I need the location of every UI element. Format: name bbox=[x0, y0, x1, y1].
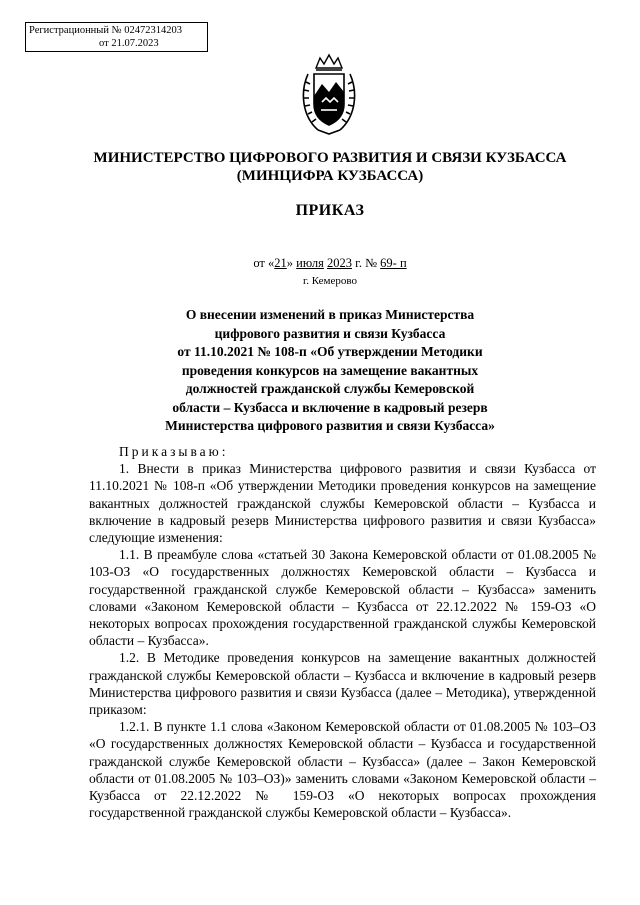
order-number: 69- п bbox=[380, 256, 407, 270]
subject-line: цифрового развития и связи Кузбасса bbox=[214, 325, 446, 341]
ministry-name bbox=[80, 149, 580, 185]
registration-stamp bbox=[25, 22, 208, 52]
subject-line: О внесении изменений в приказ Министерства bbox=[185, 307, 475, 322]
order-prefix: от « bbox=[253, 256, 275, 270]
order-year: 2023 bbox=[327, 256, 352, 270]
registration-number: Регистрационный № 02472314203 bbox=[29, 25, 182, 36]
paragraph-1-2-1: 1.2.1. В пункте 1.1 слова «Законом Кемеровской области от 01.08.2005 № 103–ОЗ «О государственных должностях Кемеровской области – Кузбасса и государственной гражданской службе Кемеровской области – Кузбасса» (далее – Закон Кемеровской области от 01.08.2005 № 103–ОЗ)» заменить словами «Законом Кемеровской области – Кузбасса от 22.12.2022 № 159-ОЗ «О некоторых вопросах прохождения государственной гражданской службы Кемеровской области – Кузбасса». bbox=[89, 719, 596, 821]
order-day: 21 bbox=[274, 256, 287, 270]
order-city: г. Кемерово bbox=[302, 275, 358, 287]
order-subject bbox=[150, 306, 510, 436]
order-word: Приказываю: bbox=[119, 444, 229, 459]
order-sep1: » bbox=[286, 256, 297, 270]
ministry-name-line2: (МИНЦИФРА КУЗБАССА) bbox=[236, 168, 424, 184]
document-type: ПРИКАЗ bbox=[295, 202, 365, 219]
order-date-number bbox=[80, 255, 580, 271]
paragraph-1: 1. Внести в приказ Министерства цифрового развития и связи Кузбасса от 11.10.2021 № 108-п «Об утверждении Методики проведения конкурсов на замещение вакантных должностей гражданской службы Кемеровской области – Кузбасса и включение в кадровый резерв Министерства цифрового развития и связи Кузбасса» следующие изменения: bbox=[89, 461, 596, 546]
subject-line: проведения конкурсов на замещение вакантных bbox=[181, 362, 479, 378]
order-sep3: г. № bbox=[352, 256, 381, 270]
subject-line: от 11.10.2021 № 108-п «Об утверждении Методики bbox=[177, 344, 483, 359]
ministry-name-line1: МИНИСТЕРСТВО ЦИФРОВОГО РАЗВИТИЯ И СВЯЗИ КУЗБАССА bbox=[93, 150, 567, 166]
subject-line: области – Кузбасса и включение в кадровый резерв bbox=[172, 399, 488, 415]
subject-line: должностей гражданской службы Кемеровской bbox=[185, 381, 475, 396]
subject-line: Министерства цифрового развития и связи Кузбасса» bbox=[165, 418, 495, 433]
document-body bbox=[89, 443, 596, 821]
registration-date: от 21.07.2023 bbox=[99, 38, 159, 49]
coat-of-arms-icon bbox=[298, 52, 360, 138]
paragraph-1-1: 1.1. В преамбуле слова «статьей 30 Закона Кемеровской области от 01.08.2005 № 103-ОЗ «О государственных должностях Кемеровской области – Кузбасса и государственной гражданской службе Кемеровской области – Кузбасса» заменить словами «Законом Кемеровской области – Кузбасса от 22.12.2022 № 159-ОЗ «О некоторых вопросах прохождения государственной гражданской службы Кемеровской области – Кузбасса». bbox=[89, 547, 596, 649]
order-month: июля bbox=[296, 256, 324, 270]
paragraph-1-2: 1.2. В Методике проведения конкурсов на замещение вакантных должностей гражданской службы Кемеровской области – Кузбасса и включение в кадровый резерв Министерства цифрового развития и связи Кузбасса (далее – Методика), утвержденной приказом: bbox=[89, 650, 596, 718]
